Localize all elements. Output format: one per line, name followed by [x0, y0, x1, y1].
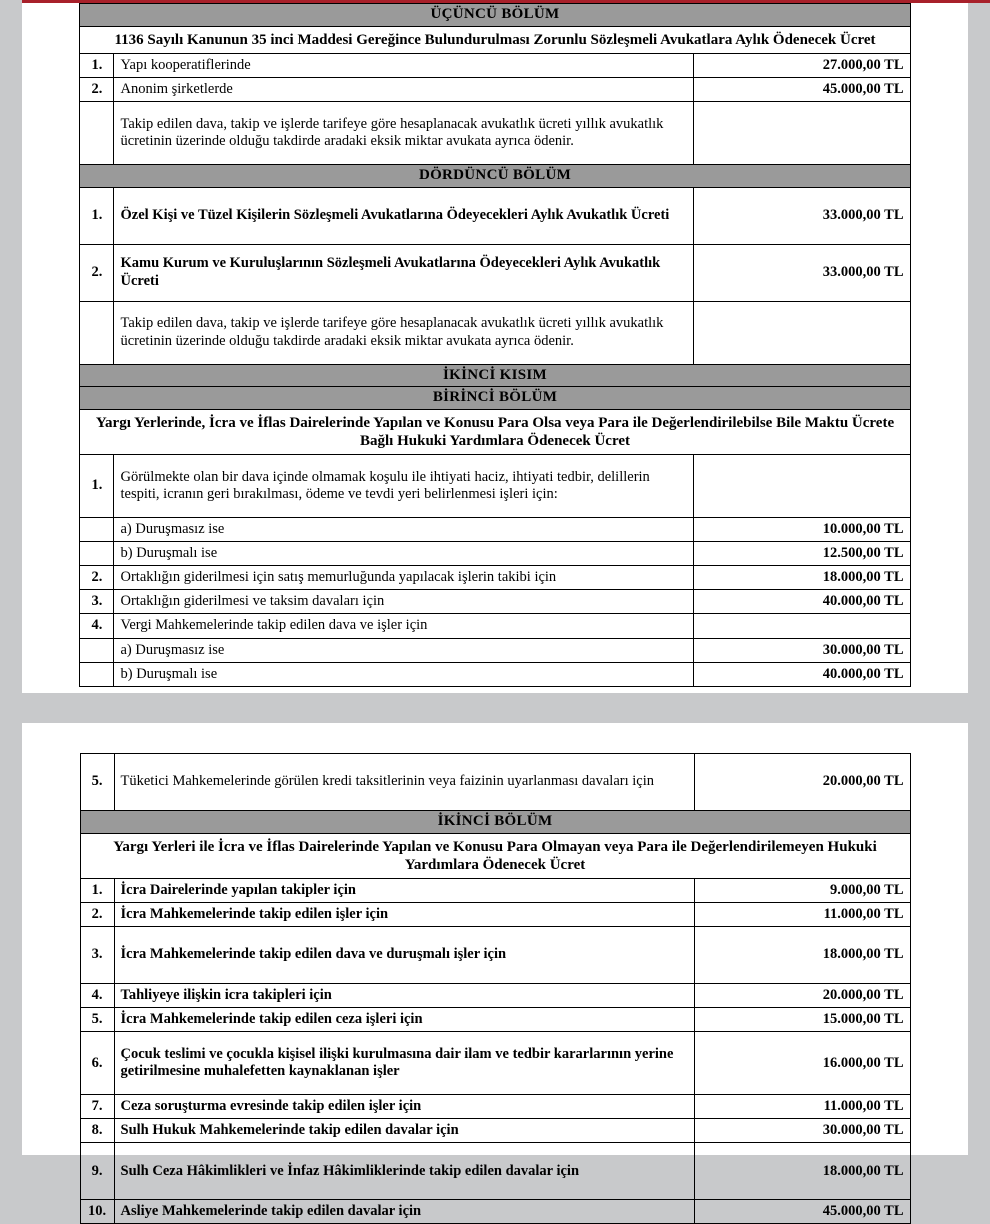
row-amount: 15.000,00 TL	[694, 1008, 910, 1032]
row-number: 4.	[80, 614, 114, 638]
row-text: Görülmekte olan bir dava içinde olmamak koşulu ile ihtiyati haciz, ihtiyati tedbir, delillerin tespiti, icranın geri bırakılması, ödeme ve tevdi yeri belirlenmesi işleri için:	[114, 454, 694, 517]
row-amount: 30.000,00 TL	[694, 638, 910, 662]
row-number: 3.	[80, 926, 114, 983]
row-amount: 40.000,00 TL	[694, 590, 910, 614]
table-row	[80, 542, 910, 566]
table-row	[80, 878, 910, 902]
row-text: Sulh Hukuk Mahkemelerinde takip edilen davalar için	[114, 1119, 694, 1143]
table-row	[80, 754, 910, 811]
table-row	[80, 1200, 910, 1224]
row-amount: 12.500,00 TL	[694, 542, 910, 566]
heading-text: 1136 Sayılı Kanunun 35 inci Maddesi Gereğince Bulundurulması Zorunlu Sözleşmeli Avukatlara Aylık Ödenecek Ücret	[80, 26, 910, 53]
table-row	[80, 983, 910, 1007]
row-number: 2.	[80, 77, 114, 101]
section-title: DÖRDÜNCÜ BÖLÜM	[80, 164, 910, 187]
row-number: 7.	[80, 1095, 114, 1119]
tariff-table-page-2	[80, 753, 911, 1224]
table-row	[80, 926, 910, 983]
table-row	[80, 1143, 910, 1200]
row-text: Ortaklığın giderilmesi ve taksim davaları için	[114, 590, 694, 614]
row-number: 1.	[80, 53, 114, 77]
row-amount: 9.000,00 TL	[694, 878, 910, 902]
document-page-1	[22, 3, 968, 693]
row-amount: 11.000,00 TL	[694, 1095, 910, 1119]
row-text: Özel Kişi ve Tüzel Kişilerin Sözleşmeli Avukatlarına Ödeyecekleri Aylık Avukatlık Ücreti	[114, 187, 694, 244]
heading-text: Yargı Yerlerinde, İcra ve İflas Dairelerinde Yapılan ve Konusu Para Olsa veya Para ile Değerlendirilebilse Bile Maktu Ücrete Bağlı Hukuki Yardımlara Ödenecek Ücret	[80, 409, 910, 454]
tariff-table-page-1	[79, 3, 910, 687]
row-number: 2.	[80, 244, 114, 301]
row-amount: 18.000,00 TL	[694, 566, 910, 590]
row-number	[80, 662, 114, 686]
row-text: Ortaklığın giderilmesi için satış memurluğunda yapılacak işlerin takibi için	[114, 566, 694, 590]
row-amount: 18.000,00 TL	[694, 1143, 910, 1200]
row-text: Vergi Mahkemelerinde takip edilen dava ve işler için	[114, 614, 694, 638]
table-row	[80, 638, 910, 662]
row-number: 5.	[80, 1008, 114, 1032]
row-amount: 27.000,00 TL	[694, 53, 910, 77]
row-amount: 30.000,00 TL	[694, 1119, 910, 1143]
row-text: Ceza soruşturma evresinde takip edilen işler için	[114, 1095, 694, 1119]
row-number	[80, 638, 114, 662]
row-text: Kamu Kurum ve Kuruluşlarının Sözleşmeli Avukatlarına Ödeyecekleri Aylık Avukatlık Ücreti	[114, 244, 694, 301]
table-row	[80, 77, 910, 101]
row-text: b) Duruşmalı ise	[114, 662, 694, 686]
table-row	[80, 1008, 910, 1032]
row-number: 1.	[80, 454, 114, 517]
note-text: Takip edilen dava, takip ve işlerde tarifeye göre hesaplanacak avukatlık ücreti yıllık avukatlık ücretinin üzerinde olduğu takdirde aradaki eksik miktar avukata ayrıca ödenir.	[114, 301, 694, 364]
row-text: Tahliyeye ilişkin icra takipleri için	[114, 983, 694, 1007]
row-number: 8.	[80, 1119, 114, 1143]
row-amount	[694, 301, 910, 364]
section-title: BİRİNCİ BÖLÜM	[80, 387, 910, 410]
row-number	[80, 101, 114, 164]
note-text: Takip edilen dava, takip ve işlerde tarifeye göre hesaplanacak avukatlık ücreti yıllık avukatlık ücretinin üzerinde olduğu takdirde aradaki eksik miktar avukata ayrıca ödenir.	[114, 101, 694, 164]
row-number	[80, 301, 114, 364]
row-amount	[694, 101, 910, 164]
section-title: İKİNCİ KISIM	[80, 364, 910, 387]
row-number: 2.	[80, 566, 114, 590]
table-row	[80, 517, 910, 541]
heading-ikinci-bolum	[80, 833, 910, 878]
row-number: 5.	[80, 754, 114, 811]
row-amount: 33.000,00 TL	[694, 244, 910, 301]
note-row-ucuncu	[80, 101, 910, 164]
table-row	[80, 1119, 910, 1143]
row-text: Asliye Mahkemelerinde takip edilen davalar için	[114, 1200, 694, 1224]
table-row	[80, 454, 910, 517]
row-text: a) Duruşmasız ise	[114, 638, 694, 662]
table-row	[80, 53, 910, 77]
heading-birinci-bolum	[80, 409, 910, 454]
table-row	[80, 244, 910, 301]
section-header-ikinci-bolum	[80, 811, 910, 834]
row-text: İcra Mahkemelerinde takip edilen dava ve duruşmalı işler için	[114, 926, 694, 983]
row-number: 4.	[80, 983, 114, 1007]
row-amount	[694, 454, 910, 517]
row-text: Yapı kooperatiflerinde	[114, 53, 694, 77]
table-row	[80, 902, 910, 926]
row-number: 1.	[80, 878, 114, 902]
row-text: Çocuk teslimi ve çocukla kişisel ilişki kurulmasına dair ilam ve tedbir kararlarının yerine getirilmesine muhalefetten kaynaklanan işler	[114, 1032, 694, 1095]
row-amount	[694, 614, 910, 638]
row-amount: 45.000,00 TL	[694, 1200, 910, 1224]
section-title: İKİNCİ BÖLÜM	[80, 811, 910, 834]
row-number: 9.	[80, 1143, 114, 1200]
table-row	[80, 662, 910, 686]
row-number	[80, 542, 114, 566]
row-text: Sulh Ceza Hâkimlikleri ve İnfaz Hâkimliklerinde takip edilen davalar için	[114, 1143, 694, 1200]
row-text: İcra Mahkemelerinde takip edilen işler için	[114, 902, 694, 926]
row-amount: 45.000,00 TL	[694, 77, 910, 101]
page-left-margin	[0, 0, 22, 1155]
row-number: 2.	[80, 902, 114, 926]
row-text: Tüketici Mahkemelerinde görülen kredi taksitlerinin veya faizinin uyarlanması davaları için	[114, 754, 694, 811]
section-header-birinci-bolum	[80, 387, 910, 410]
row-amount: 10.000,00 TL	[694, 517, 910, 541]
row-number: 3.	[80, 590, 114, 614]
row-number: 6.	[80, 1032, 114, 1095]
table-row	[80, 187, 910, 244]
table-row	[80, 590, 910, 614]
heading-text: Yargı Yerleri ile İcra ve İflas Dairelerinde Yapılan ve Konusu Para Olmayan veya Para ile Değerlendirilemeyen Hukuki Yardımlara Ödenecek Ücret	[80, 833, 910, 878]
table-row	[80, 614, 910, 638]
row-amount: 33.000,00 TL	[694, 187, 910, 244]
section-header-dorduncu-bolum	[80, 164, 910, 187]
row-text: a) Duruşmasız ise	[114, 517, 694, 541]
row-amount: 20.000,00 TL	[694, 983, 910, 1007]
row-number	[80, 517, 114, 541]
row-number: 1.	[80, 187, 114, 244]
row-text: b) Duruşmalı ise	[114, 542, 694, 566]
heading-ucuncu-bolum	[80, 26, 910, 53]
document-page-2	[22, 723, 968, 1220]
row-text: İcra Dairelerinde yapılan takipler için	[114, 878, 694, 902]
section-header-ikinci-kisim	[80, 364, 910, 387]
row-amount: 18.000,00 TL	[694, 926, 910, 983]
row-number: 10.	[80, 1200, 114, 1224]
section-title: ÜÇÜNCÜ BÖLÜM	[80, 4, 910, 27]
row-amount: 11.000,00 TL	[694, 902, 910, 926]
table-row	[80, 1032, 910, 1095]
table-row	[80, 566, 910, 590]
table-row	[80, 1095, 910, 1119]
row-amount: 40.000,00 TL	[694, 662, 910, 686]
row-amount: 16.000,00 TL	[694, 1032, 910, 1095]
section-header-ucuncu-bolum	[80, 4, 910, 27]
row-amount: 20.000,00 TL	[694, 754, 910, 811]
row-text: Anonim şirketlerde	[114, 77, 694, 101]
note-row-dorduncu	[80, 301, 910, 364]
row-text: İcra Mahkemelerinde takip edilen ceza işleri için	[114, 1008, 694, 1032]
